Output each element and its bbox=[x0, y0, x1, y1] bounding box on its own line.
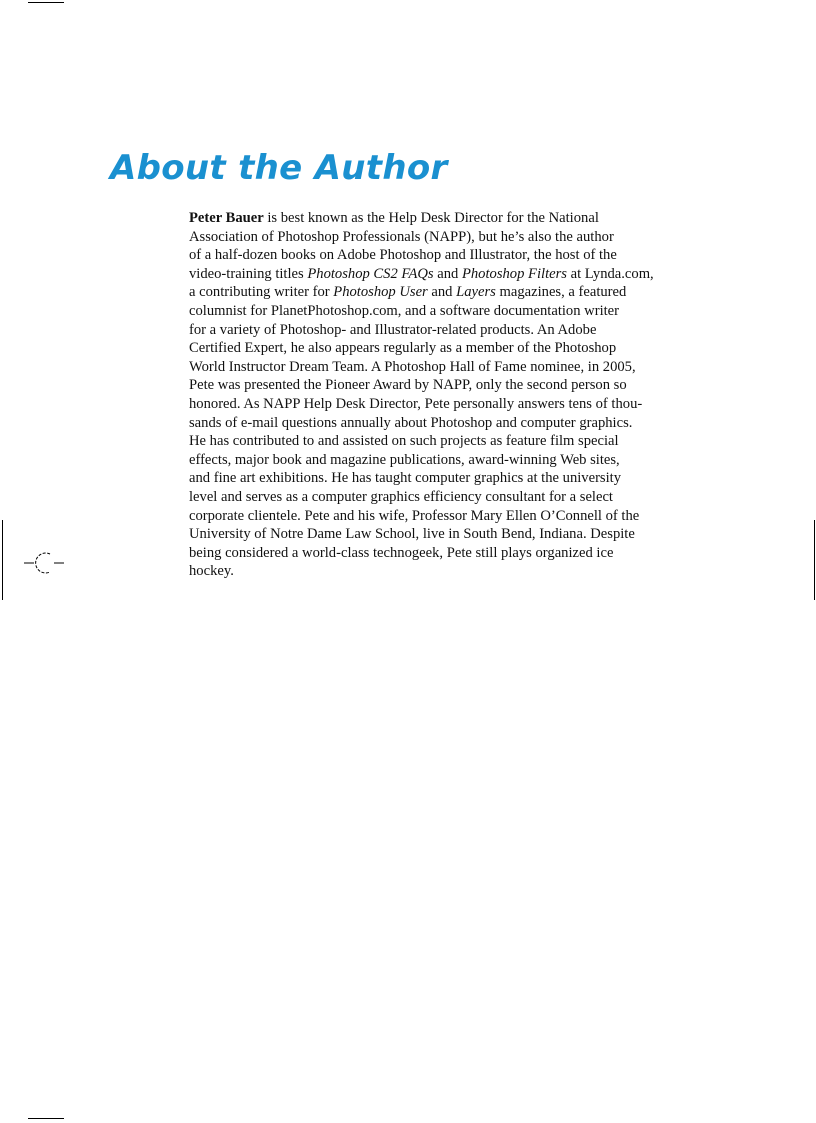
bio-line bbox=[189, 525, 729, 544]
title-italic: Photoshop Filters bbox=[461, 265, 567, 282]
bio-line bbox=[189, 321, 729, 340]
title-italic: Layers bbox=[456, 284, 496, 301]
bio-text: magazines, a featured bbox=[495, 284, 627, 301]
bio-text: honored. As NAPP Help Desk Director, Pete personally answers tens of thou- bbox=[189, 395, 643, 412]
bio-line bbox=[189, 451, 729, 470]
bio-text: corporate clientele. Pete and his wife, Professor Mary Ellen O’Connell of the bbox=[189, 507, 640, 524]
bio-text: a contributing writer for bbox=[189, 284, 334, 301]
bio-text: level and serves as a computer graphics efficiency consultant for a select bbox=[189, 488, 613, 505]
bio-text: and bbox=[433, 265, 462, 282]
bio-text: sands of e-mail questions annually about Photoshop and computer graphics. bbox=[189, 414, 633, 431]
crop-mark-bottom-left bbox=[28, 1118, 64, 1119]
bio-line bbox=[189, 414, 729, 433]
author-name: Peter Bauer bbox=[189, 210, 264, 226]
author-biography bbox=[189, 209, 729, 581]
bio-line bbox=[189, 469, 729, 488]
bio-text: of a half-dozen books on Adobe Photoshop and Illustrator, the host of the bbox=[189, 247, 617, 264]
crop-mark-top-left bbox=[28, 2, 64, 3]
bio-line bbox=[189, 209, 729, 228]
bio-text: Association of Photoshop Professionals (NAPP), but he’s also the author bbox=[189, 228, 614, 245]
registration-mark-icon bbox=[22, 548, 66, 578]
bio-line bbox=[189, 265, 729, 284]
bio-text: columnist for PlanetPhotoshop.com, and a software documentation writer bbox=[189, 302, 620, 319]
title-italic: Photoshop User bbox=[333, 284, 428, 301]
bio-line bbox=[189, 358, 729, 377]
bio-text: and fine art exhibitions. He has taught computer graphics at the university bbox=[189, 470, 622, 487]
bio-text: University of Notre Dame Law School, live in South Bend, Indiana. Despite bbox=[189, 526, 635, 543]
bio-text: is best known as the Help Desk Director for the National bbox=[263, 210, 599, 226]
bio-text: for a variety of Photoshop- and Illustrator-related products. An Adobe bbox=[189, 321, 597, 338]
bio-line bbox=[189, 488, 729, 507]
bio-line bbox=[189, 376, 729, 395]
bio-text: Pete was presented the Pioneer Award by NAPP, only the second person so bbox=[189, 377, 627, 394]
bio-line bbox=[189, 339, 729, 358]
crop-mark-left-upper bbox=[2, 520, 3, 600]
page-title: About the Author bbox=[110, 148, 448, 188]
bio-text: at Lynda.com, bbox=[566, 265, 654, 282]
bio-text: being considered a world-class technogeek, Pete still plays organized ice bbox=[189, 544, 614, 561]
bio-line bbox=[189, 432, 729, 451]
bio-line bbox=[189, 246, 729, 265]
bio-line bbox=[189, 283, 729, 302]
bio-text: He has contributed to and assisted on such projects as feature film special bbox=[189, 433, 619, 450]
bio-line bbox=[189, 562, 729, 581]
title-italic: Photoshop CS2 FAQs bbox=[307, 265, 434, 282]
bio-line bbox=[189, 507, 729, 526]
crop-mark-right-upper bbox=[814, 520, 815, 600]
bio-text: hockey. bbox=[189, 563, 234, 580]
bio-line bbox=[189, 302, 729, 321]
bio-text: World Instructor Dream Team. A Photoshop Hall of Fame nominee, in 2005, bbox=[189, 358, 636, 375]
bio-text: and bbox=[427, 284, 457, 301]
bio-line bbox=[189, 395, 729, 414]
bio-text: Certified Expert, he also appears regularly as a member of the Photoshop bbox=[189, 340, 617, 357]
bio-text: effects, major book and magazine publications, award-winning Web sites, bbox=[189, 451, 620, 468]
bio-text: video-training titles bbox=[189, 265, 308, 282]
bio-line bbox=[189, 544, 729, 563]
bio-line bbox=[189, 228, 729, 247]
